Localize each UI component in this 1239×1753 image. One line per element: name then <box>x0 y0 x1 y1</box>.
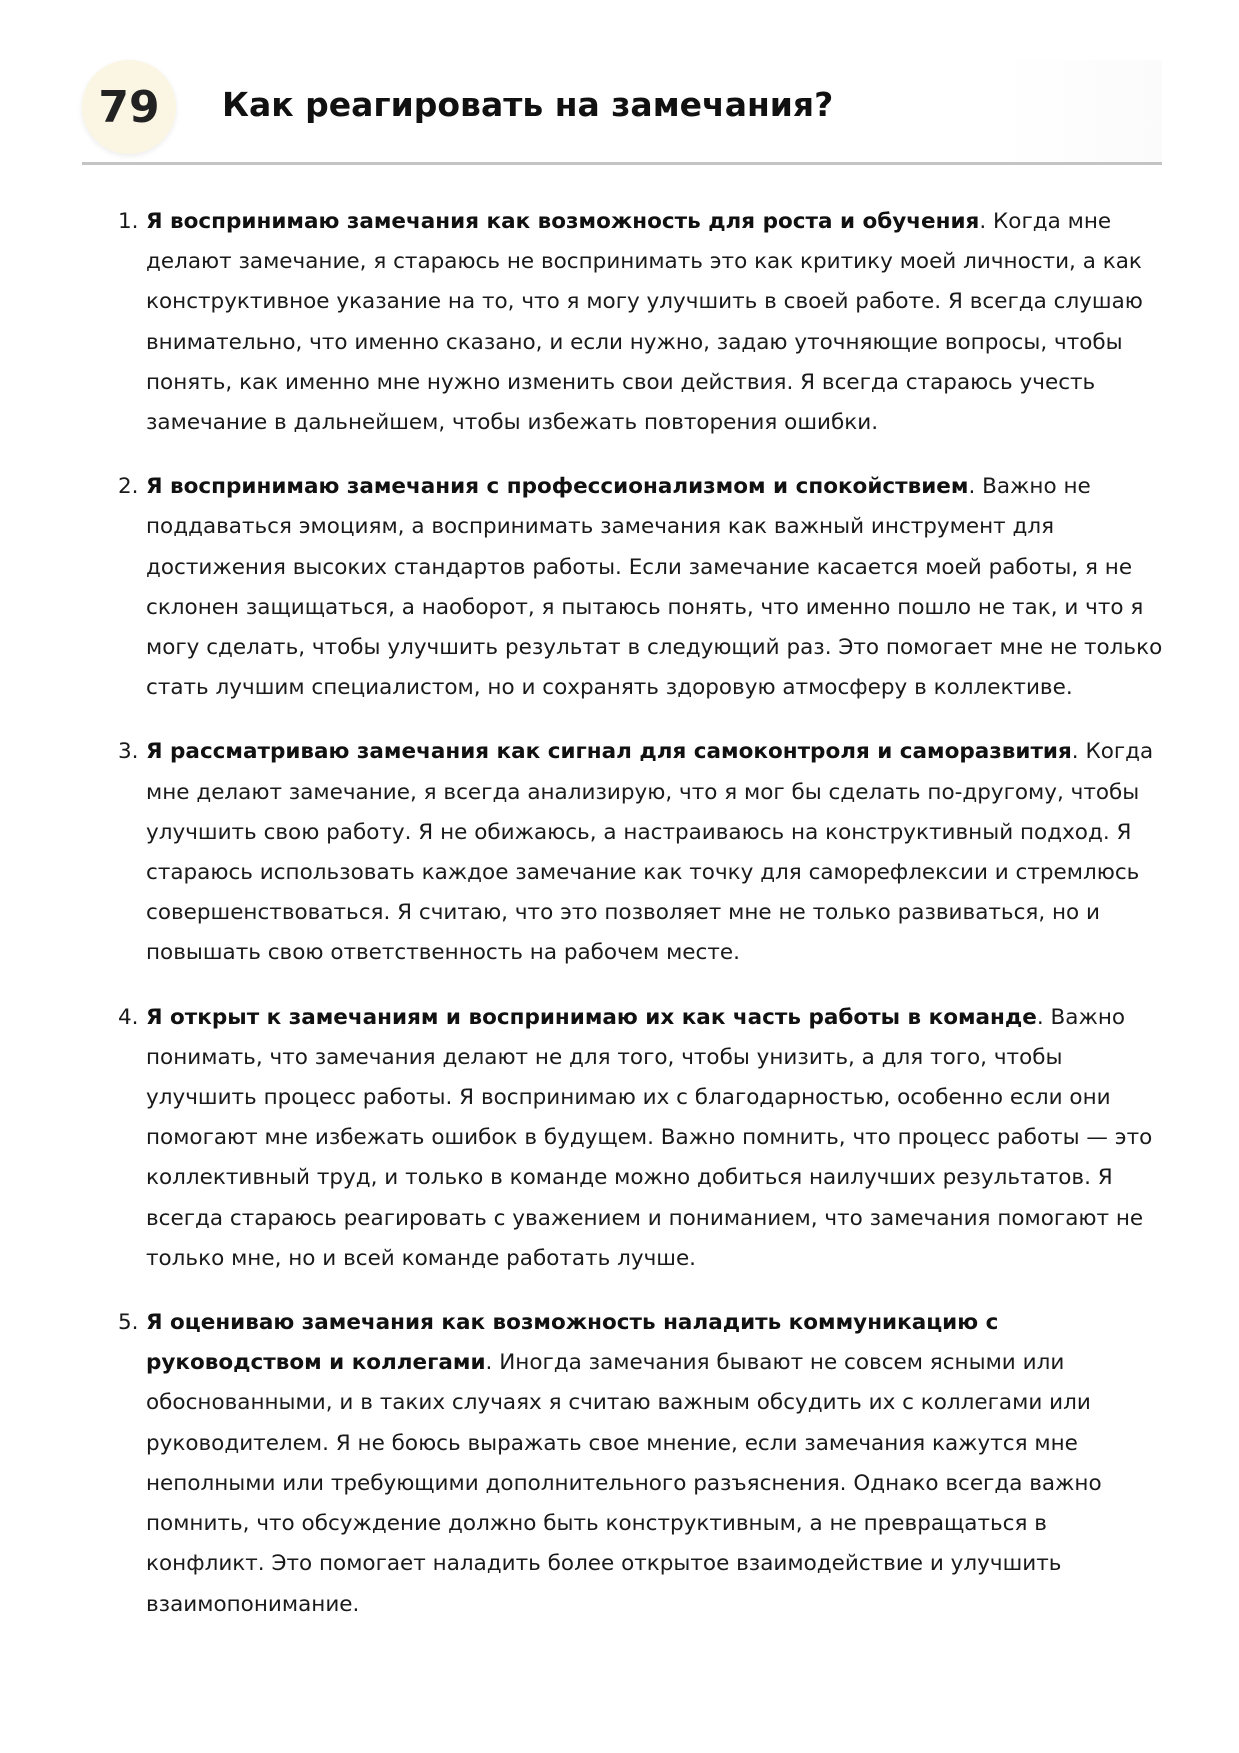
page-header <box>82 60 1162 165</box>
item-number: 2. <box>118 474 139 500</box>
item-lead: Я оцениваю замечания как возможность наладить коммуникацию с руководством и коллегами <box>146 1310 999 1376</box>
item-number: 4. <box>118 1004 139 1030</box>
list-item <box>108 202 1168 443</box>
list-item <box>108 998 1168 1279</box>
item-text: . Когда мне делают замечание, я всегда анализирую, что я мог бы сделать по-другому, чтобы улучшить свою работу. Я не обижаюсь, а настраиваюсь на конструктивный подход. Я стараюсь использовать каждое замечание как точку для саморефлексии и стремлюсь совершенствоваться. Я считаю, что это позволяет мне не только развиваться, но и повышать свою ответственность на рабочем месте. <box>146 739 1154 966</box>
item-text: . Важно не поддаваться эмоциям, а воспринимать замечания как важный инструмент для достижения высоких стандартов работы. Если замечание касается моей работы, я не склонен защищаться, а наоборот, я пытаюсь понять, что именно пошло не так, и что я могу сделать, чтобы улучшить результат в следующий раз. Это помогает мне не только стать лучшим специалистом, но и сохранять здоровую атмосферу в коллективе. <box>146 474 1163 701</box>
item-lead: Я воспринимаю замечания как возможность для роста и обучения <box>146 209 980 234</box>
item-lead: Я рассматриваю замечания как сигнал для самоконтроля и саморазвития <box>146 739 1072 765</box>
page-title: Как реагировать на замечания? <box>222 85 834 124</box>
page-number-badge: 79 <box>82 60 176 154</box>
list-item <box>108 732 1168 973</box>
item-lead: Я воспринимаю замечания с профессионализмом и спокойствием <box>146 474 969 500</box>
answer-list <box>108 202 1168 1625</box>
item-text: . Когда мне делают замечание, я стараюсь не воспринимать это как критику моей личности, а как конструктивное указание на то, что я могу улучшить в своей работе. Я всегда слушаю внимательно, что именно сказано, и если нужно, задаю уточняющие вопросы, чтобы понять, как именно мне нужно изменить свои действия. Я всегда стараюсь учесть замечание в дальнейшем, чтобы избежать повторения ошибки. <box>146 209 1143 436</box>
list-item <box>108 467 1168 708</box>
item-text: . Иногда замечания бывают не совсем ясными или обоснованными, и в таких случаях я считаю важным обсудить их с коллегами или руководителем. Я не боюсь выражать свое мнение, если замечания кажутся мне неполными или требующими дополнительного разъяснения. Однако всегда важно помнить, что обсуждение должно быть конструктивным, а не превращаться в конфликт. Это помогает наладить более открытое взаимодействие и улучшить взаимопонимание. <box>146 1350 1102 1617</box>
item-lead: Я открыт к замечаниям и воспринимаю их как часть работы в команде <box>146 1004 1037 1030</box>
content <box>108 202 1168 1649</box>
item-text: . Важно понимать, что замечания делают не для того, чтобы унизить, а для того, чтобы улучшить процесс работы. Я воспринимаю их с благодарностью, особенно если они помогают мне избежать ошибок в будущем. Важно помнить, что процесс работы — это коллективный труд, и только в команде можно добиться наилучших результатов. Я всегда стараюсь реагировать с уважением и пониманием, что замечания помогают не только мне, но и всей команде работать лучше. <box>146 1004 1153 1271</box>
item-number: 5. <box>118 1310 139 1336</box>
list-item <box>108 1303 1168 1625</box>
item-number: 3. <box>118 739 139 765</box>
item-number: 1. <box>118 209 139 234</box>
